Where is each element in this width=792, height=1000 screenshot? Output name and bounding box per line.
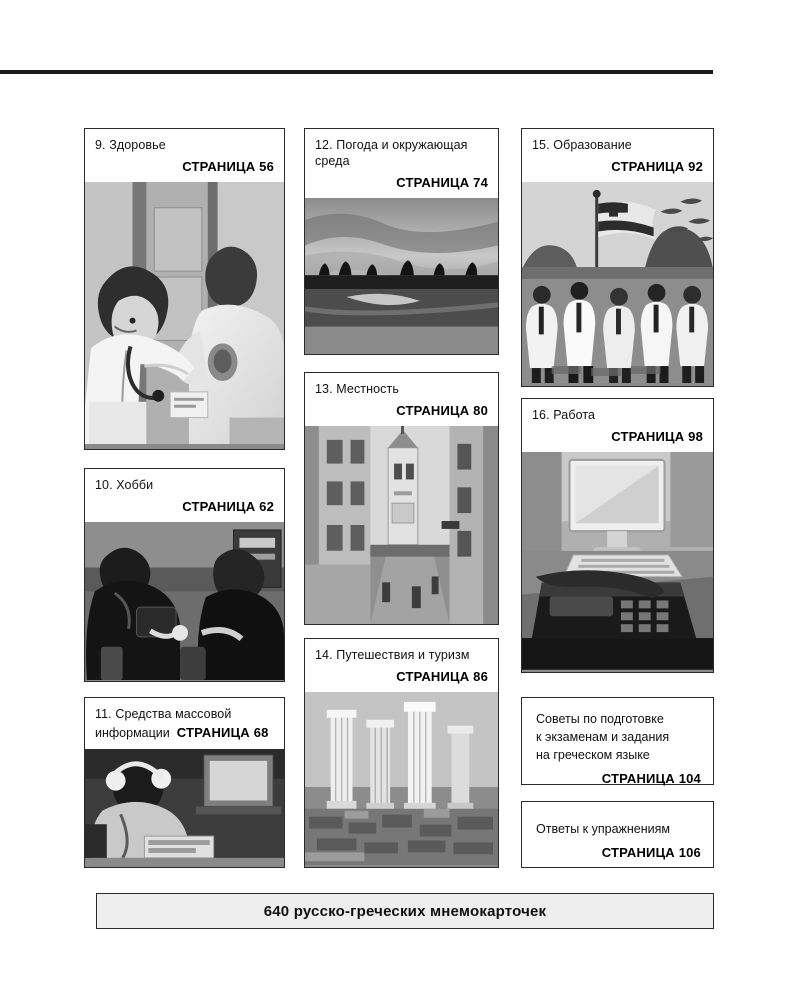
exam-tips-line-2: к экзаменам и задания: [536, 730, 670, 744]
entry-title-line2: среда: [315, 154, 350, 168]
entry-card-weather-environment[interactable]: [304, 128, 499, 355]
info-box-answers[interactable]: [521, 801, 714, 868]
exam-tips-line-3: на греческом языке: [536, 748, 650, 762]
entry-page: СТРАНИЦА 92: [611, 159, 703, 174]
photo-art: [85, 182, 284, 444]
photo-art: [305, 198, 498, 327]
entry-page: СТРАНИЦА 62: [182, 499, 274, 514]
entry-caption: [85, 129, 284, 182]
answers-page: СТРАНИЦА 106: [601, 845, 701, 860]
entry-title: 10. Хобби: [95, 478, 154, 492]
entry-page: СТРАНИЦА 56: [182, 159, 274, 174]
entry-title: 14. Путешествия и туризм: [315, 648, 470, 662]
entry-photo-locality: [305, 426, 498, 624]
exam-tips-page: СТРАНИЦА 104: [601, 771, 701, 786]
photo-art: [85, 749, 284, 858]
entry-page: СТРАНИЦА 98: [611, 429, 703, 444]
entry-photo-weather: [305, 198, 498, 354]
entry-card-health[interactable]: [84, 128, 285, 450]
entry-card-travel-tourism[interactable]: [304, 638, 499, 868]
entry-title: 13. Местность: [315, 382, 399, 396]
entry-photo-work: [522, 452, 713, 672]
entry-page: СТРАНИЦА 68: [176, 725, 269, 740]
photo-art: [305, 426, 498, 624]
entry-caption: [85, 469, 284, 522]
photo-art: [85, 522, 284, 680]
entry-page: СТРАНИЦА 74: [396, 175, 488, 190]
entry-page: СТРАНИЦА 80: [396, 403, 488, 418]
entry-title: 16. Работа: [532, 408, 596, 422]
photo-art: [522, 452, 713, 670]
entry-photo-education: [522, 182, 713, 386]
entry-title: 15. Образование: [532, 138, 632, 152]
entry-title: 11. Средства массовой: [95, 707, 232, 721]
bottom-banner[interactable]: [96, 893, 714, 929]
entry-caption: [305, 373, 498, 426]
entry-title: 12. Погода и окружающая: [315, 138, 468, 152]
entry-photo-travel: [305, 692, 498, 867]
photo-art: [522, 182, 713, 383]
header-rule: [0, 70, 713, 74]
entry-card-work[interactable]: [521, 398, 714, 673]
entry-card-locality[interactable]: [304, 372, 499, 625]
entry-card-hobbies[interactable]: [84, 468, 285, 682]
entry-card-education[interactable]: [521, 128, 714, 387]
entry-title-line2: информации: [95, 726, 170, 740]
entry-caption: [85, 698, 284, 749]
exam-tips-line-1: Советы по подготовке: [536, 712, 664, 726]
entry-page: СТРАНИЦА 86: [396, 669, 488, 684]
photo-art: [305, 692, 498, 865]
entry-caption: [522, 399, 713, 452]
bottom-banner-text: 640 русско-греческих мнемокарточек: [263, 902, 547, 920]
entry-photo-mass-media: [85, 749, 284, 867]
entry-caption: [305, 639, 498, 692]
entry-caption: [522, 129, 713, 182]
entry-photo-health: [85, 182, 284, 449]
entry-photo-hobbies: [85, 522, 284, 681]
entry-caption: [305, 129, 498, 198]
entry-card-mass-media[interactable]: [84, 697, 285, 868]
entry-title: 9. Здоровье: [95, 138, 166, 152]
answers-line-1: Ответы к упражнениям: [536, 822, 670, 836]
info-box-exam-tips[interactable]: [521, 697, 714, 785]
